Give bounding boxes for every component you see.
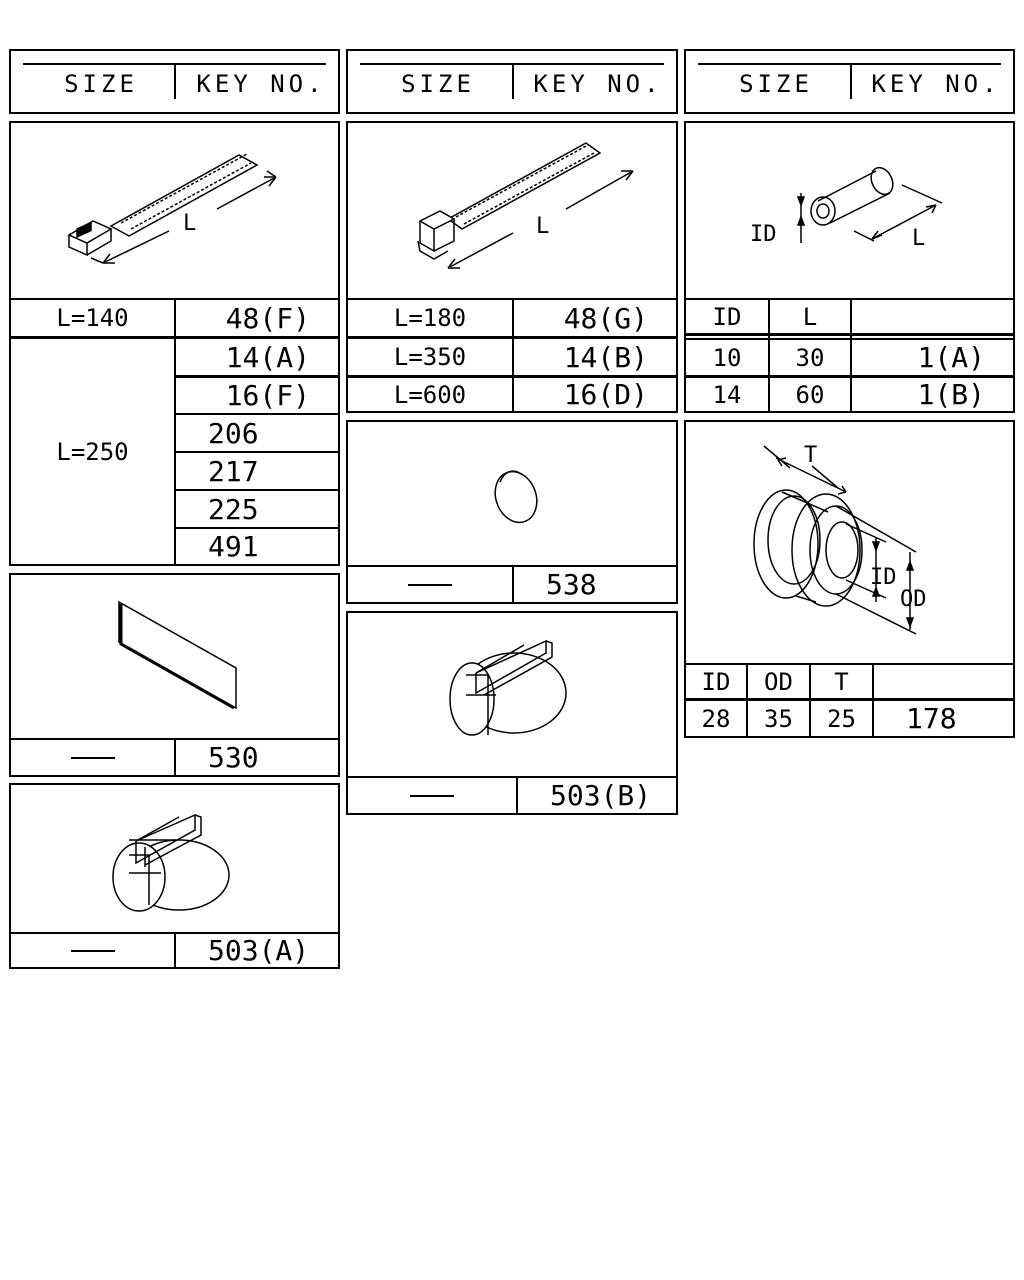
cable-tie-large-panel xyxy=(346,121,678,413)
col-header-id: ID xyxy=(712,302,742,331)
cable-tie-small-drawing xyxy=(11,123,338,298)
clip-b-drawing xyxy=(348,613,676,776)
cable-tie-large-drawing xyxy=(348,123,676,298)
dimension-id-label: ID xyxy=(870,565,897,590)
tape-drawing xyxy=(11,575,338,738)
tube-panel xyxy=(684,121,1015,413)
size-l600: L=600 xyxy=(393,380,467,409)
size-l350: L=350 xyxy=(393,343,467,371)
key-178: 178 xyxy=(906,702,957,735)
key-16f: 16(F) xyxy=(225,378,310,412)
plug-panel xyxy=(346,420,678,604)
clip-b-panel xyxy=(346,611,678,815)
key-225: 225 xyxy=(208,492,259,526)
key-1b: 1(B) xyxy=(917,378,985,411)
dimension-l-label: L xyxy=(912,226,926,251)
grommet-panel xyxy=(684,420,1015,738)
plug-size-dash xyxy=(348,567,512,602)
grommet-drawing xyxy=(686,422,1013,663)
size-l140: L=140 xyxy=(56,304,129,332)
tube-drawing xyxy=(686,123,1013,298)
header-size: SIZE xyxy=(401,70,475,98)
clip-a-panel xyxy=(9,783,340,969)
key-16d: 16(D) xyxy=(563,378,648,411)
key-538: 538 xyxy=(546,568,597,601)
key-503b: 503(B) xyxy=(550,779,652,812)
header-key-no: KEY NO. xyxy=(533,70,663,98)
tube-l-30: 30 xyxy=(795,343,825,372)
header-col1 xyxy=(9,49,340,114)
col-header-id: ID xyxy=(701,667,731,696)
dimension-t-label: T xyxy=(804,443,818,468)
key-14a: 14(A) xyxy=(225,340,310,374)
tape-size-dash xyxy=(11,740,174,775)
header-size: SIZE xyxy=(64,70,138,98)
key-48g: 48(G) xyxy=(563,301,648,335)
dimension-id-label: ID xyxy=(750,222,777,247)
size-l250: L=250 xyxy=(56,437,129,466)
header-key-no: KEY NO. xyxy=(196,70,326,98)
grommet-t-25: 25 xyxy=(827,704,856,733)
clip-a-drawing xyxy=(11,785,338,932)
key-1a: 1(A) xyxy=(917,341,985,374)
grommet-od-35: 35 xyxy=(764,704,793,733)
tube-l-60: 60 xyxy=(795,380,825,409)
tube-id-10: 10 xyxy=(712,343,742,372)
header-key-no: KEY NO. xyxy=(871,70,1001,98)
key-217: 217 xyxy=(208,454,259,488)
key-491: 491 xyxy=(208,530,259,563)
dimension-l-label: L xyxy=(183,211,197,236)
key-530: 530 xyxy=(208,741,259,774)
key-48f: 48(F) xyxy=(225,301,310,335)
col-header-t: T xyxy=(834,667,849,696)
col-header-l: L xyxy=(802,302,818,331)
key-503a: 503(A) xyxy=(208,934,310,967)
clip-a-size-dash xyxy=(11,934,174,967)
key-14b: 14(B) xyxy=(563,340,648,374)
col-header-od: OD xyxy=(764,667,793,696)
header-col2 xyxy=(346,49,678,114)
grommet-id-28: 28 xyxy=(701,704,731,733)
key-206: 206 xyxy=(208,416,259,450)
header-col3 xyxy=(684,49,1015,114)
size-l180: L=180 xyxy=(393,304,467,332)
dimension-l-label: L xyxy=(536,214,550,239)
dimension-od-label: OD xyxy=(900,587,927,612)
cable-tie-small-panel xyxy=(9,121,340,566)
plug-drawing xyxy=(348,422,676,565)
tube-id-14: 14 xyxy=(712,380,742,409)
header-size: SIZE xyxy=(739,70,813,98)
tape-panel xyxy=(9,573,340,777)
clip-b-size-dash xyxy=(348,778,516,813)
